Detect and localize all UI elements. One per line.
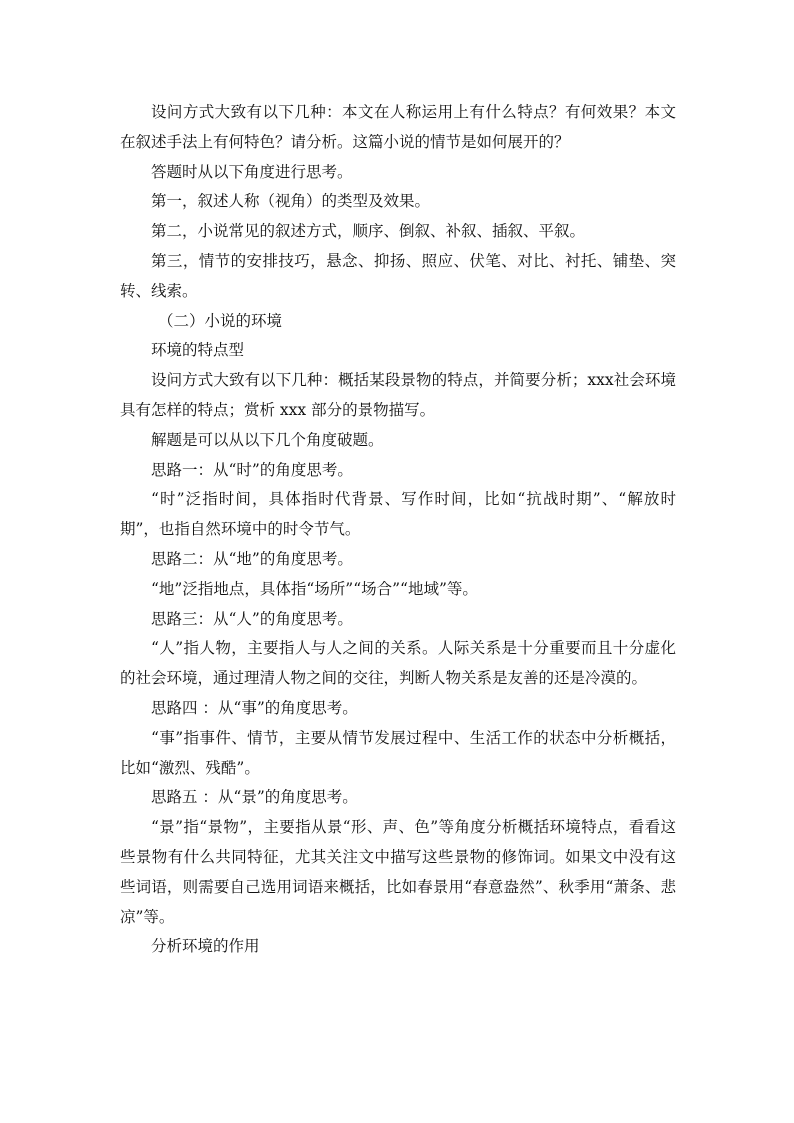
paragraph-point-one: 第一，叙述人称（视角）的类型及效果。: [151, 192, 431, 211]
paragraph-idea-two-detail: “地”泛指地点，具体指“场所”“场合”“地域”等。: [151, 579, 478, 598]
paragraph-idea-three-detail: “人”指人物，主要指人与人之间的关系。人际关系是十分重要而且十分虚化的社会环境，通过理清人物之间的交往，判断人物关系是友善的还是冷漠的。: [120, 639, 676, 688]
paragraph-point-two: 第二，小说常见的叙述方式，顺序、倒叙、补叙、插叙、平叙。: [151, 222, 586, 241]
paragraph-solving-angles: 解题是可以从以下几个角度破题。: [151, 430, 384, 449]
paragraph-idea-one-detail: “时”泛指时间，具体指时代背景、写作时间，比如“抗战时期”、“解放时期”，也指自然环境中的时令节气。: [120, 490, 676, 539]
paragraph-idea-four: 思路四 ：从“事”的角度思考。: [151, 698, 358, 717]
paragraph-idea-five-detail: “景”指“景物”，主要指从景“形、声、色”等角度分析概括环境特点，看看这些景物有什么共同特征，尤其关注文中描写这些景物的修饰词。如果文中没有这些词语，则需要自己选用词语来概括，比如春景用“春意盎然”、秋季用“萧条、悲凉”等。: [120, 818, 676, 926]
document-page: [120, 98, 676, 962]
paragraph-point-three: 第三，情节的安排技巧，悬念、抑扬、照应、伏笔、对比、衬托、铺垫、突转、线索。: [120, 251, 676, 300]
paragraph-idea-four-detail: “事”指事件、情节，主要从情节发展过程中、生活工作的状态中分析概括，比如“激烈、残酷”。: [120, 728, 676, 777]
paragraph-idea-five: 思路五 ：从“景”的角度思考。: [151, 788, 358, 807]
paragraph-environment-questions: 设问方式大致有以下几种：概括某段景物的特点，并简要分析；xxx社会环境具有怎样的特点；赏析 xxx 部分的景物描写。: [120, 371, 676, 419]
subheading-environment-features: 环境的特点型: [151, 341, 245, 360]
paragraph-question-types: 设问方式大致有以下几种：本文在人称运用上有什么特点？有何效果？本文在叙述手法上有何特色？请分析。这篇小说的情节是如何展开的？: [120, 103, 676, 151]
paragraph-idea-one: 思路一：从“时”的角度思考。: [151, 460, 353, 479]
paragraph-idea-two: 思路二：从“地”的角度思考。: [151, 549, 353, 568]
subheading-environment-function: 分析环境的作用: [151, 937, 260, 956]
section-heading-environment: （二）小说的环境: [158, 311, 283, 330]
paragraph-idea-three: 思路三：从“人”的角度思考。: [151, 609, 353, 628]
paragraph-answer-angles: 答题时从以下角度进行思考。: [151, 162, 353, 181]
